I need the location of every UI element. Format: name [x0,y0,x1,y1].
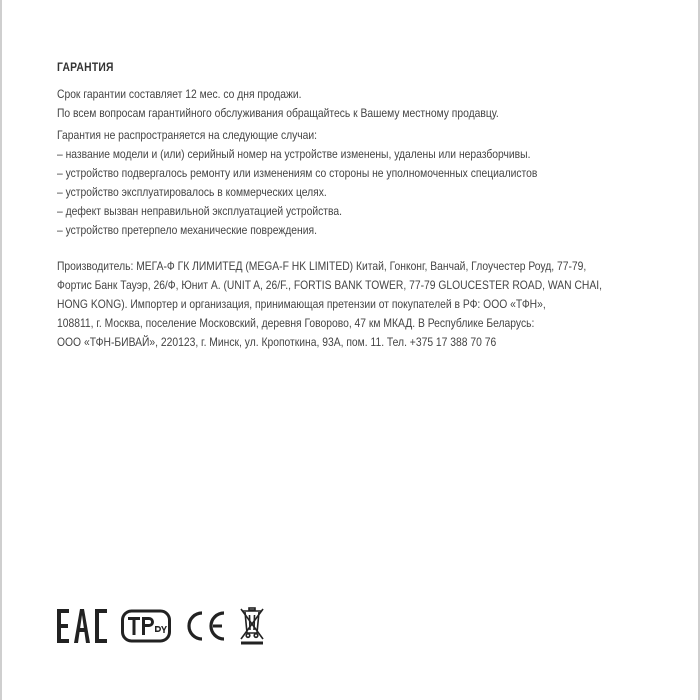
warranty-exclusion-item: – дефект вызван неправильной эксплуатацией устройства. [57,204,343,218]
ce-mark-icon [183,609,227,643]
warranty-exclusions-intro: Гарантия не распространяется на следующие случаи: [57,128,318,142]
manufacturer-line: Фортис Банк Тауэр, 26/Ф, Юнит А. (UNIT A, 26/F., FORTIS BANK TOWER, 77-79 GLOUCESTER ROAD, WAN CHAI, [57,278,602,292]
warranty-exclusion-item: – название модели и (или) серийный номер на устройстве изменены, удалены или неразборчивы. [57,147,531,161]
weee-crossed-bin-icon [239,606,265,646]
manufacturer-line: 108811, г. Москва, поселение Московский, деревня Говорово, 47 км МКАД. В Республике Беларусь: [57,316,535,330]
manufacturer-line: ООО «ТФН-БИВАЙ», 220123, г. Минск, ул. Кропоткина, 93А, пом. 11. Тел. +375 17 388 70 76 [57,335,497,349]
tr-by-mark-icon [121,609,171,643]
certification-marks [57,604,277,648]
warranty-exclusion-item: – устройство претерпело механические повреждения. [57,223,317,237]
warranty-title: ГАРАНТИЯ [57,60,114,74]
manufacturer-line: Производитель: МЕГА-Ф ГК ЛИМИТЕД (MEGA-F HK LIMITED) Китай, Гонконг, Ванчай, Глоучестер Роуд, 77-79, [57,259,587,273]
warranty-contact: По всем вопросам гарантийного обслуживания обращайтесь к Вашему местному продавцу. [57,106,499,120]
document-body [57,60,685,352]
eac-mark-icon [57,609,109,643]
warranty-exclusion-item: – устройство эксплуатировалось в коммерческих целях. [57,185,327,199]
page-edge-left [0,0,2,700]
warranty-exclusion-item: – устройство подвергалось ремонту или изменениям со стороны не уполномоченных специалистов [57,166,538,180]
manufacturer-line: HONG KONG). Импортер и организация, принимающая претензии от покупателей в РФ: ООО «ТФН», [57,297,546,311]
warranty-term: Срок гарантии составляет 12 мес. со дня продажи. [57,87,302,101]
